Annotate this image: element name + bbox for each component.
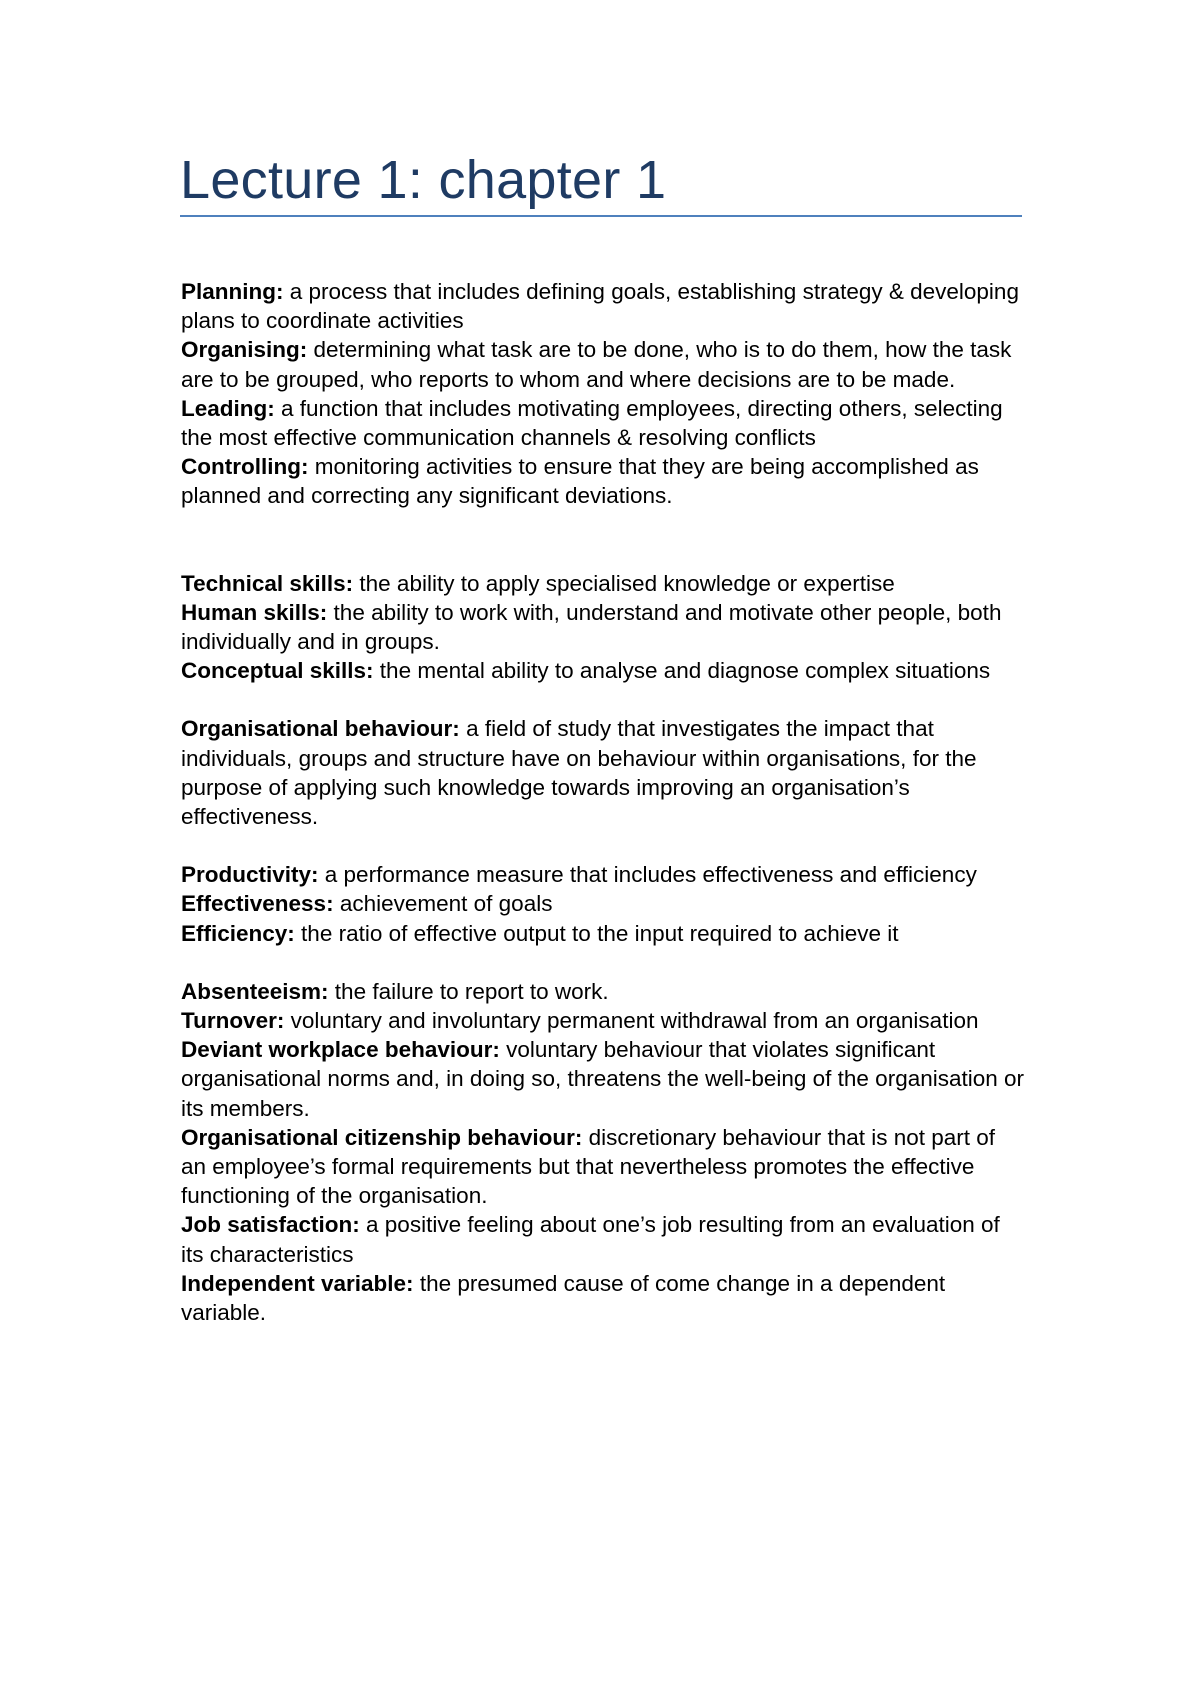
- term-definition: monitoring activities to ensure that they are being accomplished as planned and correcting any significant deviations.: [181, 454, 979, 509]
- term-label: Human skills:: [181, 599, 328, 625]
- term-definition: discretionary behaviour that is not part of an employee’s formal requirements but that nevertheless promotes the effective functioning of the organisation.: [181, 1124, 996, 1209]
- term-label: Conceptual skills:: [181, 658, 374, 684]
- management-functions-section: [181, 277, 1026, 511]
- term-label: Technical skills:: [181, 570, 354, 596]
- term-label: Leading:: [181, 395, 275, 421]
- term-definition: the failure to report to work.: [328, 978, 609, 1004]
- definition-entry: [181, 394, 1026, 452]
- definition-entry: [181, 714, 1026, 831]
- term-label: Organisational behaviour:: [181, 716, 460, 742]
- definition-entry: [181, 452, 1026, 510]
- dependent-variables-section: [181, 977, 1026, 1327]
- skills-section: [181, 569, 1026, 686]
- definition-entry: [181, 1006, 1026, 1035]
- definition-entry: [181, 335, 1026, 393]
- definition-entry: [181, 656, 1026, 685]
- term-definition: voluntary behaviour that violates significant organisational norms and, in doing so, threatens the well-being of the organisation or its members.: [181, 1037, 1025, 1121]
- term-definition: a field of study that investigates the impact that individuals, groups and structure have on behaviour within organisations, for the purpose of applying such knowledge towards improving an organisation’s effectiveness.: [181, 716, 977, 830]
- term-definition: voluntary and involuntary permanent withdrawal from an organisation: [284, 1008, 979, 1034]
- section-spacer: [181, 685, 1026, 714]
- term-definition: the ratio of effective output to the input required to achieve it: [294, 920, 899, 946]
- definition-entry: [181, 598, 1026, 656]
- section-spacer: [181, 831, 1026, 860]
- term-definition: a positive feeling about one’s job resulting from an evaluation of its characteristics: [181, 1212, 1000, 1267]
- definition-entry: [181, 1123, 1026, 1211]
- term-definition: a performance measure that includes effectiveness and efficiency: [318, 862, 977, 888]
- term-label: Independent variable:: [181, 1270, 414, 1296]
- document-body: [181, 277, 1026, 1327]
- term-definition: a process that includes defining goals, establishing strategy & developing plans to coordinate activities: [181, 279, 1019, 334]
- title-underline: [180, 215, 1022, 217]
- definition-entry: [181, 889, 1026, 918]
- term-definition: the mental ability to analyse and diagnose complex situations: [373, 658, 991, 684]
- term-definition: determining what task are to be done, who is to do them, how the task are to be grouped, who reports to whom and where decisions are to be made.: [181, 337, 1012, 392]
- productivity-section: [181, 860, 1026, 948]
- page-title: Lecture 1: chapter 1: [180, 150, 667, 210]
- section-spacer: [181, 511, 1026, 569]
- term-label: Productivity:: [181, 862, 319, 888]
- definition-entry: [181, 977, 1026, 1006]
- definition-entry: [181, 1035, 1026, 1123]
- term-label: Organising:: [181, 337, 308, 363]
- section-spacer: [181, 948, 1026, 977]
- term-label: Organisational citizenship behaviour:: [181, 1124, 583, 1150]
- definition-entry: [181, 1269, 1026, 1327]
- organisational-behaviour-section: [181, 714, 1026, 831]
- term-definition: a function that includes motivating employees, directing others, selecting the most effective communication channels & resolving conflicts: [181, 395, 1003, 451]
- term-label: Absenteeism:: [181, 978, 329, 1004]
- term-label: Planning:: [181, 279, 284, 304]
- term-label: Turnover:: [181, 1008, 285, 1034]
- term-label: Job satisfaction:: [181, 1212, 360, 1238]
- term-definition: achievement of goals: [333, 891, 553, 917]
- definition-entry: [181, 1210, 1026, 1268]
- term-label: Efficiency:: [181, 920, 295, 946]
- term-definition: the ability to work with, understand and motivate other people, both individually and in groups.: [181, 599, 1002, 655]
- term-label: Effectiveness:: [181, 891, 334, 917]
- definition-entry: [181, 860, 1026, 889]
- definition-entry: [181, 919, 1026, 948]
- definition-entry: [181, 569, 1026, 598]
- definition-entry: [181, 277, 1026, 335]
- term-label: Controlling:: [181, 454, 309, 480]
- term-label: Deviant workplace behaviour:: [181, 1037, 500, 1063]
- term-definition: the presumed cause of come change in a dependent variable.: [181, 1270, 946, 1326]
- term-definition: the ability to apply specialised knowledge or expertise: [353, 570, 895, 596]
